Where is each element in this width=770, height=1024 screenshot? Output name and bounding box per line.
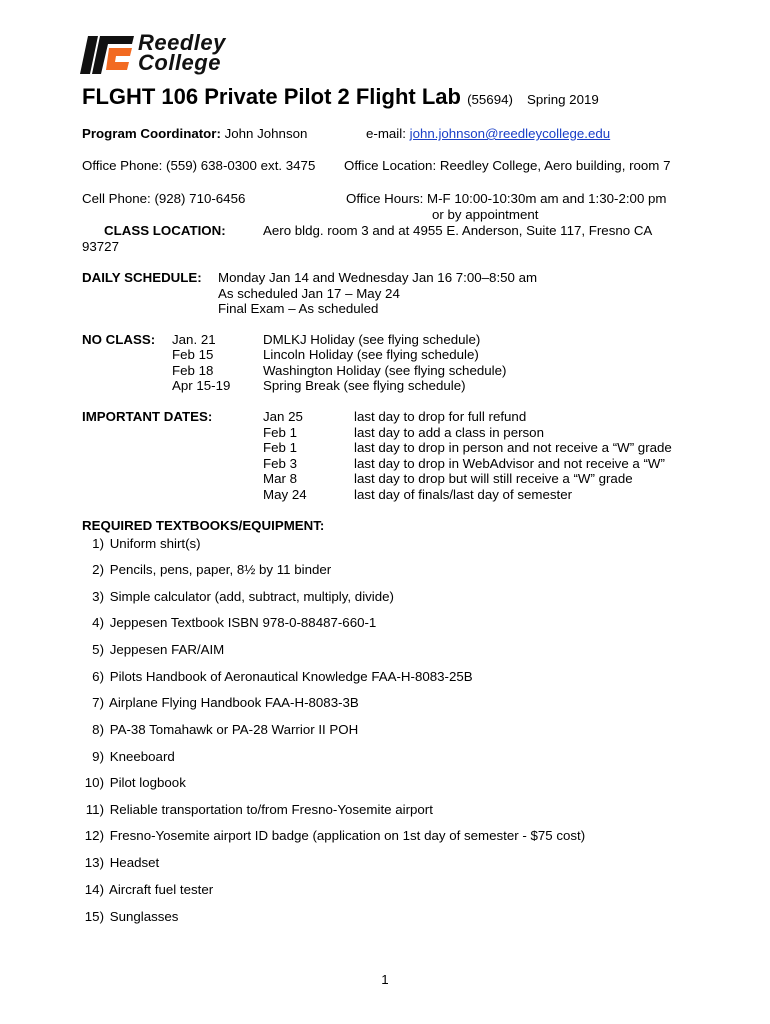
no-class-desc: Lincoln Holiday (see flying schedule) — [263, 347, 479, 362]
page-number: 1 — [381, 972, 389, 987]
no-class-desc: Spring Break (see flying schedule) — [263, 378, 466, 393]
section-number: (55694) — [467, 92, 513, 107]
textbooks-label: REQUIRED TEXTBOOKS/EQUIPMENT: — [82, 518, 325, 533]
important-dates-label: IMPORTANT DATES: — [82, 409, 213, 424]
important-date: Mar 8 — [263, 471, 297, 486]
list-item: 15) Sunglasses — [84, 909, 179, 924]
cell-phone: Cell Phone: (928) 710-6456 — [82, 191, 246, 206]
list-item: 6) Pilots Handbook of Aeronautical Knowledge FAA-H-8083-25B — [92, 669, 473, 684]
list-item: 4) Jeppesen Textbook ISBN 978-0-88487-660-1 — [92, 615, 377, 630]
office-phone: Office Phone: (559) 638-0300 ext. 3475 — [82, 158, 316, 173]
list-item: 13) Headset — [84, 855, 160, 870]
important-date-desc: last day to drop but will still receive a “W” grade — [354, 471, 633, 486]
no-class-date: Feb 15 — [172, 347, 214, 362]
important-date: Feb 1 — [263, 425, 298, 440]
no-class-date: Feb 18 — [172, 363, 214, 378]
logo-wordmark: Reedley College — [138, 30, 226, 75]
term: Spring 2019 — [527, 92, 599, 107]
daily-schedule-line: As scheduled Jan 17 – May 24 — [218, 286, 400, 301]
important-date: Feb 1 — [263, 440, 298, 455]
important-date-desc: last day to drop in WebAdvisor and not receive a “W” — [354, 456, 665, 471]
list-item: 5) Jeppesen FAR/AIM — [92, 642, 225, 657]
no-class-desc: Washington Holiday (see flying schedule) — [263, 363, 507, 378]
important-date: Jan 25 — [263, 409, 303, 424]
office-location: Office Location: Reedley College, Aero building, room 7 — [344, 158, 671, 173]
list-item: 8) PA-38 Tomahawk or PA-28 Warrior II POH — [92, 722, 359, 737]
class-location-value: Aero bldg. room 3 and at 4955 E. Anderson, Suite 117, Fresno CA — [263, 223, 653, 238]
list-item: 10) Pilot logbook — [84, 775, 186, 790]
coordinator: Program Coordinator: John Johnson — [82, 126, 308, 141]
list-item: 3) Simple calculator (add, subtract, multiply, divide) — [92, 589, 394, 604]
email-link[interactable]: john.johnson@reedleycollege.edu — [409, 126, 611, 141]
course-title: FLGHT 106 Private Pilot 2 Flight Lab (55694) Spring 2019 — [82, 84, 599, 109]
list-item: 2) Pencils, pens, paper, 8½ by 11 binder — [92, 562, 332, 577]
important-date: Feb 3 — [263, 456, 298, 471]
no-class-date: Jan. 21 — [172, 332, 216, 347]
daily-schedule-line: Monday Jan 14 and Wednesday Jan 16 7:00–8:50 am — [218, 270, 538, 285]
no-class-desc: DMLKJ Holiday (see flying schedule) — [263, 332, 481, 347]
class-location-label: CLASS LOCATION: — [104, 223, 226, 238]
office-hours: Office Hours: M-F 10:00-10:30m am and 1:30-2:00 pm — [346, 191, 667, 206]
important-date: May 24 — [263, 487, 307, 502]
reedley-college-logo — [80, 30, 300, 78]
important-date-desc: last day to drop in person and not receive a “W” grade — [354, 440, 672, 455]
class-location-zip: 93727 — [82, 239, 119, 254]
no-class-date: Apr 15-19 — [172, 378, 231, 393]
email: e-mail: john.johnson@reedleycollege.edu — [366, 126, 611, 141]
logo-mark-icon — [80, 34, 136, 76]
important-date-desc: last day to drop for full refund — [354, 409, 527, 424]
list-item: 12) Fresno-Yosemite airport ID badge (application on 1st day of semester - $75 cost) — [84, 828, 586, 843]
list-item: 1) Uniform shirt(s) — [92, 536, 201, 551]
list-item: 7) Airplane Flying Handbook FAA-H-8083-3B — [92, 695, 359, 710]
important-date-desc: last day to add a class in person — [354, 425, 544, 440]
daily-schedule-label: DAILY SCHEDULE: — [82, 270, 202, 285]
important-date-desc: last day of finals/last day of semester — [354, 487, 573, 502]
office-hours-cont: or by appointment — [432, 207, 539, 222]
list-item: 14) Aircraft fuel tester — [84, 882, 214, 897]
list-item: 9) Kneeboard — [92, 749, 175, 764]
list-item: 11) Reliable transportation to/from Fresno-Yosemite airport — [85, 802, 433, 817]
daily-schedule-line: Final Exam – As scheduled — [218, 301, 379, 316]
no-class-label: NO CLASS: — [82, 332, 156, 347]
